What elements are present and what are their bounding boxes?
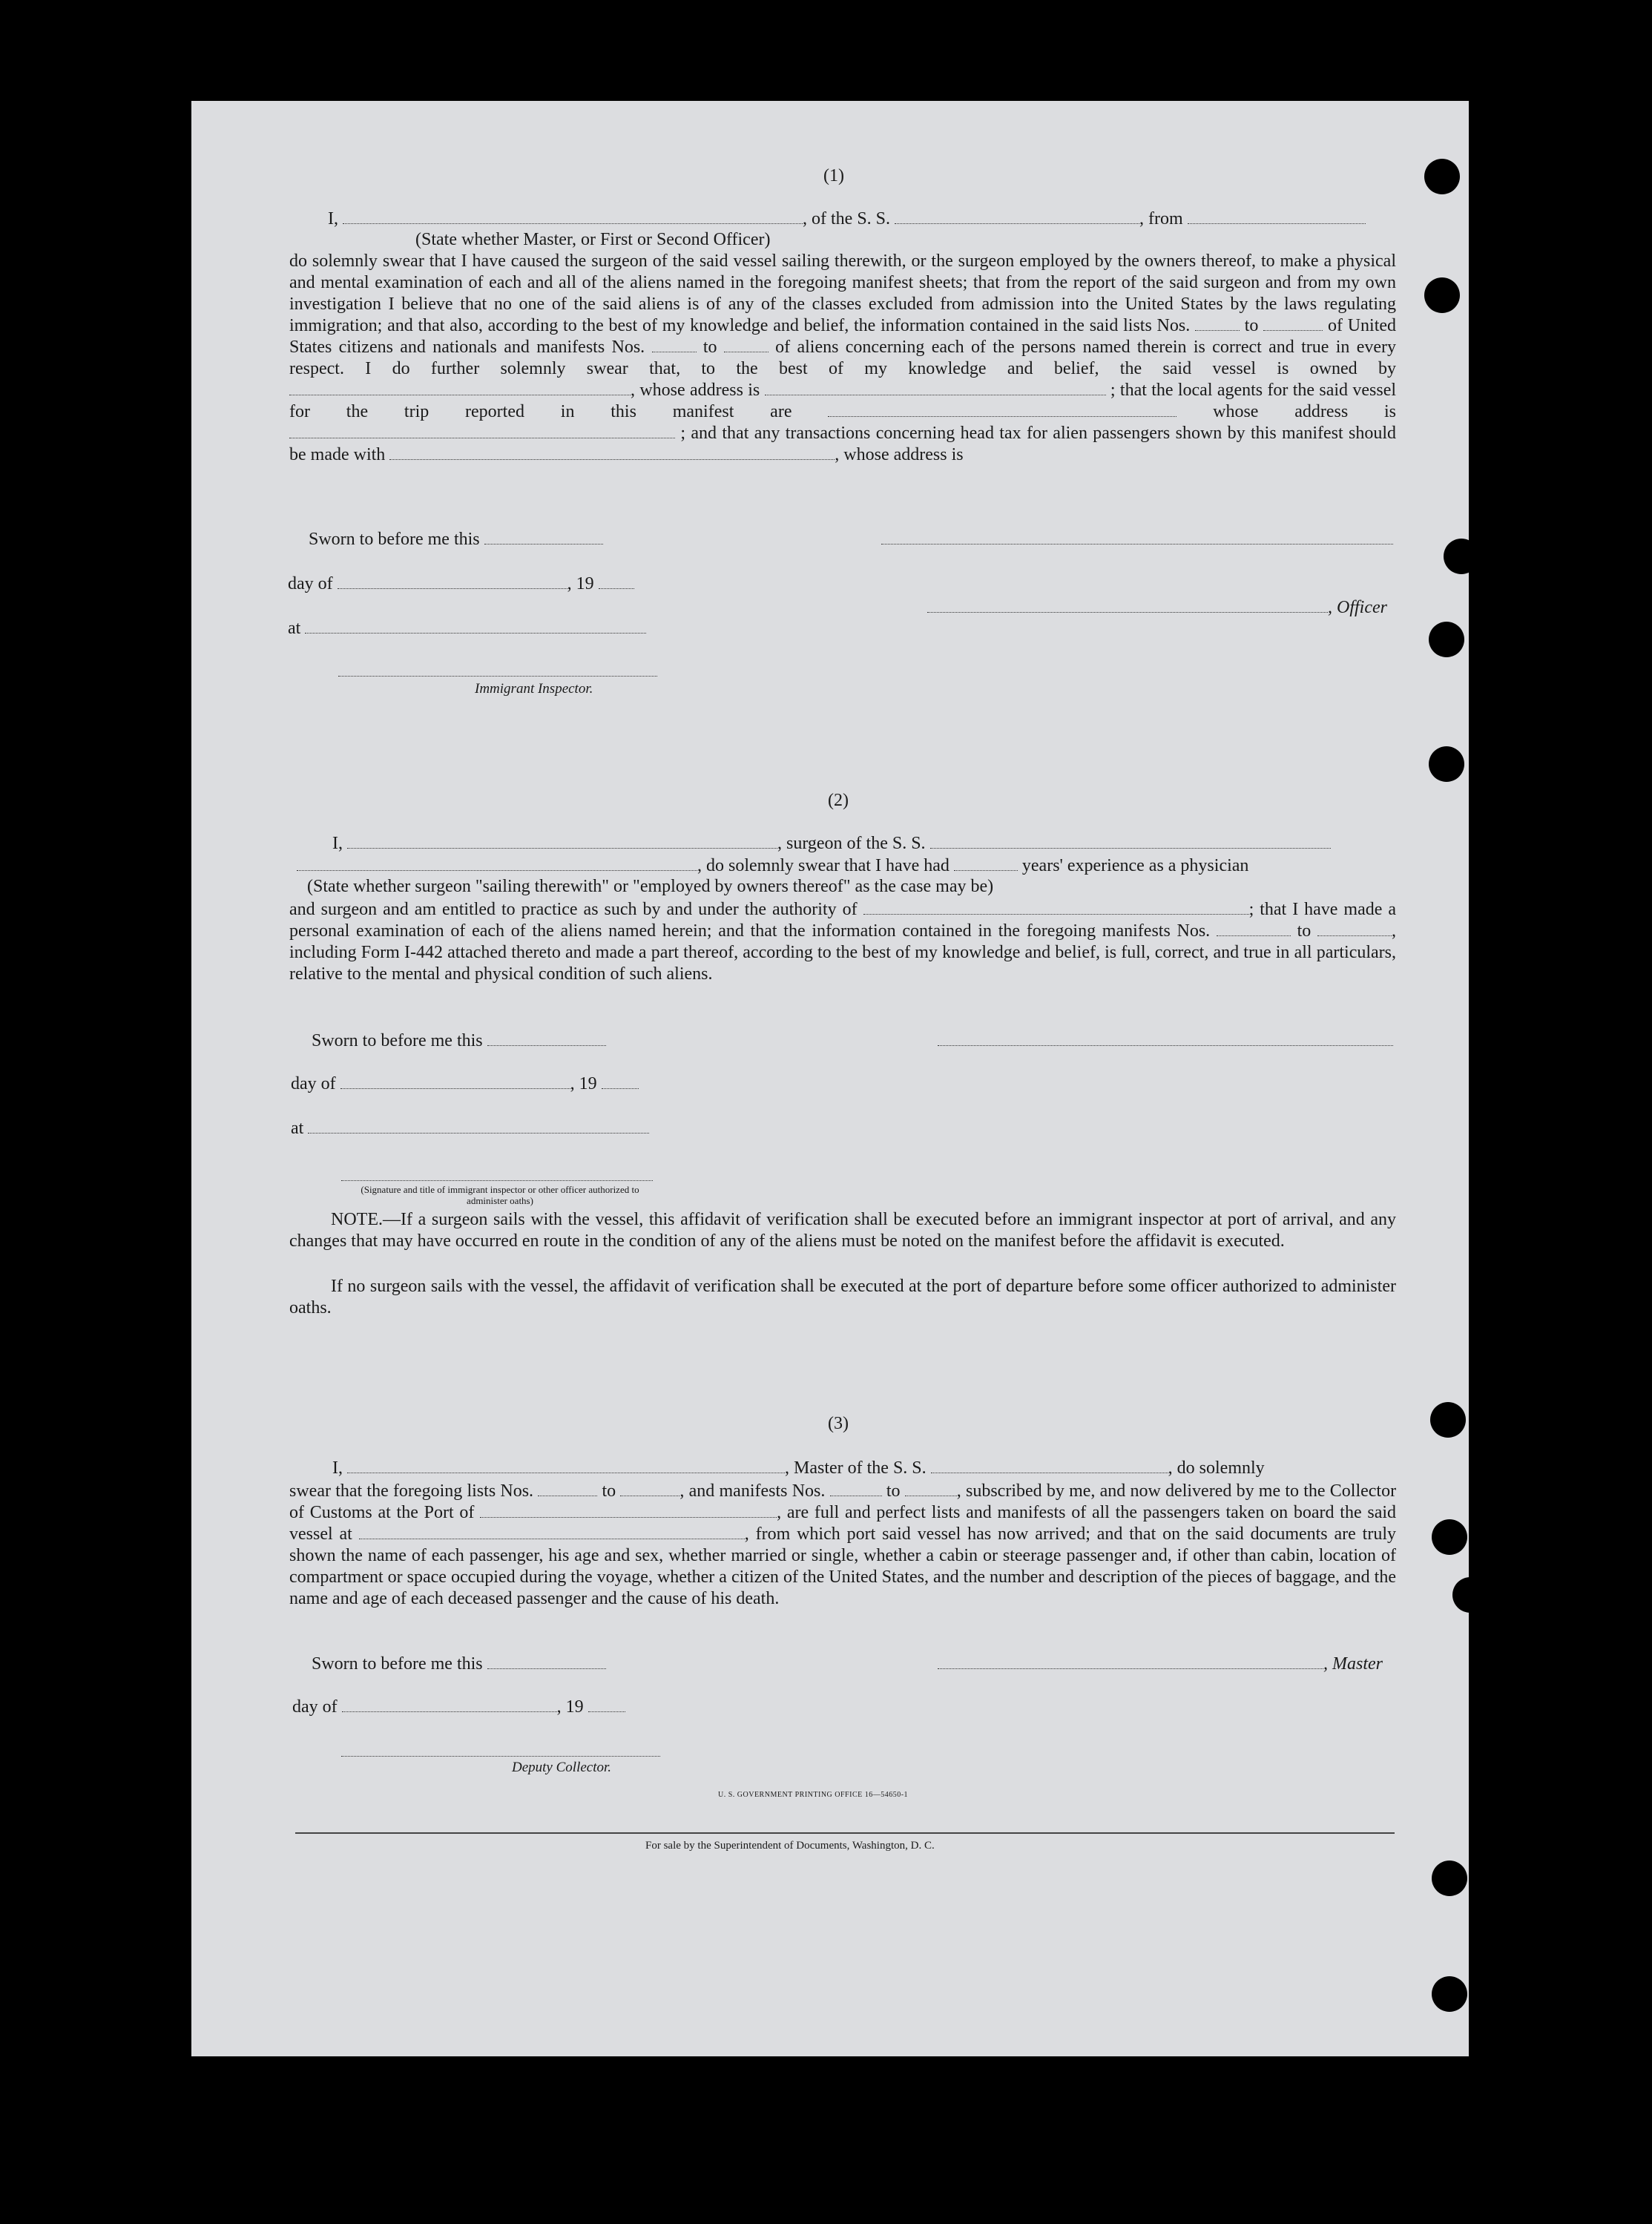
surgeon-opening-line [332,834,1331,854]
blank-line [487,1032,606,1046]
to-label: to [702,338,717,357]
years-label: years' experience as a physician [1021,856,1249,875]
of-ss-label: , of the S. S. [803,209,891,228]
blank-line [863,901,1249,915]
day-of-line [291,1074,639,1094]
section-number: (3) [828,1414,849,1433]
oath-text: do solemnly swear that I have caused the surgeon of the said vessel sailing therewith, or the surgeon employed by the owners thereof, to make a physical and mental examination of each and all of the aliens named in the foregoing manifest sheets; that from the report of the said surgeon and from my own investigation I believe that no one of the said aliens is of any of the classes excluded from admission into the United States by the laws regulating immigration; and that also, according to the best of my knowledge and belief, the information contained in the said lists Nos. [289,251,1396,335]
blank-line [338,662,657,677]
day-of-label: day of [288,574,333,593]
blank-line [308,1119,649,1134]
blank-line [347,1459,785,1473]
year-label: , 19 [556,1697,584,1717]
to-label: to [886,1481,901,1501]
blank-line [359,1525,745,1539]
surgeon-sig-line [938,1031,1393,1051]
blank-line [830,1482,882,1496]
field-note: (State whether surgeon "sailing therewith" or "employed by owners thereof" as the case may be) [307,877,994,896]
day-of-line [288,574,634,594]
at-label: at [291,1119,304,1138]
oath-text: , from which port said vessel has now arrived; and that on the said documents are truly shown the name of each passenger, his age and sex, whether married or single, whether a cabin or steerage passenger and, if other than cabin, location of compartment or space occupied during the voyage, whether a citizen of the United States, and the number and description of the pieces of baggage, and the name and age of each deceased passenger and the cause of his death. [289,1524,1397,1608]
blank-line [895,210,1139,224]
punch-hole [1432,1519,1467,1555]
blank-line [487,1655,606,1669]
blank-line [289,424,675,438]
officer-line [927,598,1387,618]
blank-line [881,530,1393,545]
oath-text: of United States citizens and nationals and manifests Nos. [289,316,1397,357]
deputy-collector-label: Deputy Collector. [512,1760,612,1775]
oath-text: ; that I have made a personal examination of each of the aliens named herein; and that the information contained in the foregoing manifests Nos. [289,900,1397,941]
blank-line [289,381,631,395]
blank-line [1217,922,1291,936]
note-label: NOTE. [331,1210,383,1229]
i-label: I, [332,1458,343,1478]
officer-line-1 [881,530,1393,550]
to-label: to [602,1481,616,1501]
officer-label: , Officer [1328,598,1387,617]
i-label: I, [332,834,343,853]
do-swear-label: , do solemnly [1168,1458,1265,1478]
sworn-line [312,1654,606,1674]
inspector-sig-line [341,1166,653,1186]
section-number: (2) [828,791,849,810]
punch-hole [1424,277,1460,313]
blank-line [905,1482,957,1496]
year-label: , 19 [570,1074,597,1093]
note-text: —If a surgeon sails with the vessel, this affidavit of verification shall be executed before an immigrant inspector at port of arrival, and any changes that may have occurred en route in the condition of any of the aliens must be noted on the manifest before the affidavit is executed. [289,1210,1396,1251]
sworn-label: Sworn to before me this [312,1031,483,1050]
day-of-label: day of [291,1074,336,1093]
note-paragraph [289,1209,1396,1252]
do-swear-label: , do solemnly swear that I have had [697,856,950,875]
blank-line [938,1655,1323,1669]
blank-line [931,1459,1168,1473]
blank-line [480,1504,777,1518]
surgeon-body [289,899,1396,985]
blank-line [538,1482,597,1496]
blank-line [765,381,1106,395]
at-label: at [288,619,301,638]
blank-line [724,338,769,352]
oath-body [289,251,1396,466]
inspector-sig-line [338,662,657,682]
oath-text: ; and that any transactions concerning head tax for alien passengers shown by this manifest should be made with [289,424,1396,464]
blank-line [938,1032,1393,1046]
whose-address-label: , whose address is [631,381,760,400]
surgeon-of-label: , surgeon of the S. S. [777,834,926,853]
blank-line [305,619,646,634]
master-opening-line [332,1458,1265,1478]
punch-hole [1452,1577,1488,1613]
blank-line [338,575,567,589]
punch-hole [1424,159,1460,194]
punch-hole [1430,1402,1466,1438]
note-paragraph-2: If no surgeon sails with the vessel, the affidavit of verification shall be executed at the port of departure before some officer authorized to administer oaths. [289,1277,1396,1317]
oath-opening-line [328,209,1366,229]
blank-line [828,403,1177,417]
blank-line [599,575,634,589]
blank-line [1195,317,1240,331]
punch-hole [1429,622,1464,657]
blank-line [1317,922,1392,936]
inspector-label: Immigrant Inspector. [475,681,593,697]
oath-text: , are full and perfect lists and manifests of all the passengers taken on board the said vessel at [289,1503,1397,1544]
day-of-line [292,1697,625,1717]
blank-line [341,1167,653,1181]
whose-address-label: , whose address is [835,445,964,464]
master-label: , Master [1323,1654,1383,1674]
punch-hole [1432,1861,1467,1896]
to-label: to [1297,921,1312,941]
day-of-label: day of [292,1697,338,1717]
whose-address-label: whose address is [1213,402,1397,421]
at-line [288,619,646,639]
blank-line [652,338,697,352]
master-of-label: , Master of the S. S. [785,1458,927,1478]
oath-text: swear that the foregoing lists Nos. [289,1481,534,1501]
signature-note: (Signature and title of immigrant inspector or other officer authorized to administer oaths) [361,1184,639,1206]
oath-text: of aliens concerning each of the persons named therein is correct and true in every respect. I do further solemnly swear that, to the best of my knowledge and belief, the said vessel is owned by [289,338,1397,378]
blank-line [347,835,777,849]
i-label: I, [328,209,338,228]
at-line [291,1119,649,1139]
master-body [289,1481,1396,1610]
blank-line [1188,210,1366,224]
punch-hole [1432,1976,1467,2012]
oath-text: ; that the local agents for the said vessel for the trip reported in this manifest are [289,381,1397,421]
surgeon-line-2 [297,856,1248,876]
collector-sig-line [341,1742,660,1762]
sworn-label: Sworn to before me this [312,1654,483,1674]
blank-line [930,835,1331,849]
oath-text: and surgeon and am entitled to practice as such by and under the authority of [289,900,858,919]
oath-text: , including Form I-442 attached thereto and made a part thereof, according to the best of my knowledge and belief, is full, correct, and true in all particulars, relative to the mental and physical condition of such aliens. [289,921,1397,984]
printing-office: U. S. GOVERNMENT PRINTING OFFICE 16—54650-1 [718,1791,909,1799]
sworn-line [312,1031,606,1051]
oath-text: , subscribed by me, and now delivered by me to the Collector of Customs at the Port of [289,1481,1397,1522]
punch-hole [1429,746,1464,782]
blank-line [343,210,803,224]
sworn-label: Sworn to before me this [309,530,480,549]
blank-line [602,1075,639,1089]
oath-text: , and manifests Nos. [679,1481,826,1501]
to-label: to [1244,316,1259,335]
sworn-line [309,530,603,550]
blank-line [620,1482,679,1496]
blank-line [297,857,697,871]
section-number: (1) [823,166,844,185]
from-label: , from [1139,209,1183,228]
blank-line [341,1743,660,1757]
blank-line [389,446,835,460]
year-label: , 19 [567,574,594,593]
master-sig-line [938,1654,1383,1674]
field-note: (State whether Master, or First or Second Officer) [415,230,771,249]
blank-line [484,530,603,545]
sale-notice: For sale by the Superintendent of Documents, Washington, D. C. [645,1840,935,1852]
blank-line [340,1075,570,1089]
blank-line [588,1698,625,1712]
blank-line [342,1698,557,1712]
blank-line [927,599,1328,613]
footer-divider [295,1832,1395,1834]
blank-line [1263,317,1323,331]
punch-hole [1444,539,1479,574]
blank-line [954,857,1018,871]
